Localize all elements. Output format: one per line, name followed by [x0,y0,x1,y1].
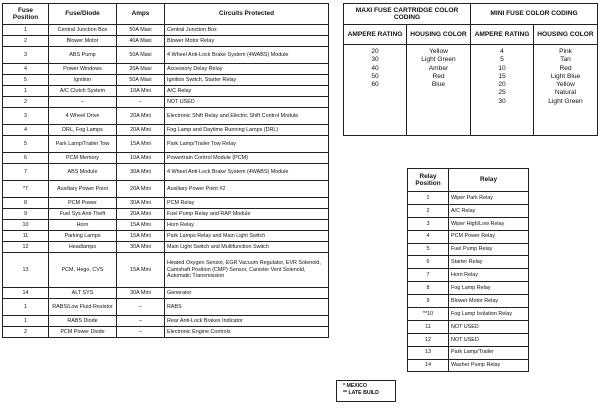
fuse-device-cell: Auxiliary Power Point [49,181,117,198]
header-circuits-protected: Circuits Protected [165,4,329,25]
fuse-circuits-cell: Heated Oxygen Sensor, EGR Vacuum Regulator, EVR Solenoid, Camshaft Position (CMP) Sensor, Canister Vent Solenoid, Automatic Transmission [165,253,329,288]
fuse-position-cell: 1 [3,316,49,327]
fuse-row [3,75,329,86]
fuse-row [3,25,329,36]
relay-position-cell: 5 [408,243,449,256]
fuse-device-cell: Park Lamp/Trailer Tow [49,136,117,153]
fuse-position-cell: 2 [3,327,49,338]
maxi-housing-colors: Yellow Light Green Amber Red Blue [407,45,471,136]
relay-table [407,168,529,372]
fuse-device-cell: PCM Power [49,198,117,209]
fuse-row [3,36,329,47]
relay-name-cell: Park Lamp/Trailer [449,346,529,359]
fuse-row [3,97,329,108]
fuse-circuits-cell: Electronic Shift Relay and Electric Shift Control Module [165,108,329,125]
fuse-amps-cell: 50A Maxi [117,47,165,64]
fuse-row [3,64,329,75]
fuse-circuits-cell: 4 Wheel Anti-Lock Brake System (4WABS) Module [165,47,329,64]
fuse-position-cell: 3 [3,47,49,64]
fuse-amps-cell: 10A Mini [117,153,165,164]
note-late-build: ** LATE BUILD [343,389,379,396]
fuse-row [3,327,329,338]
header-relay: Relay [449,169,529,192]
relay-position-cell: 2 [408,204,449,217]
relay-name-cell: NOT USED [449,320,529,333]
fuse-device-cell: – [49,97,117,108]
fuse-circuits-cell: Park Lamp/Trailer Tow Relay [165,136,329,153]
fuse-position-cell: 6 [3,153,49,164]
fuse-device-cell: ABS Module [49,164,117,181]
fuse-row [3,288,329,299]
fuse-amps-cell: – [117,97,165,108]
mini-fuse-title: MINI FUSE COLOR CODING [471,4,598,25]
note-mexico: * MEXICO [343,383,367,389]
fuse-circuits-cell: Generator [165,288,329,299]
relay-row [408,346,529,359]
fuse-position-cell: 13 [3,253,49,288]
relay-row [408,295,529,308]
relay-table-header [408,169,529,192]
fuse-circuits-cell: Central Junction Box [165,25,329,36]
maxi-ampere-header: AMPERE RATING [344,25,407,45]
fuse-position-cell: 5 [3,136,49,153]
fuse-device-cell: Central Junction Box [49,25,117,36]
relay-name-cell: Fog Lamp Isolation Relay [449,308,529,321]
fuse-amps-cell: 10A Mini [117,86,165,97]
fuse-circuits-cell: PCM Relay [165,198,329,209]
fuse-circuits-cell: Electronic Engine Controls [165,327,329,338]
relay-row [408,230,529,243]
relay-position-cell: 12 [408,333,449,346]
fuse-amps-cell: 30A Mini [117,198,165,209]
fuse-circuits-cell: A/C Relay [165,86,329,97]
fuse-device-cell: 4 Wheel Drive [49,108,117,125]
fuse-device-cell: Ignition [49,75,117,86]
fuse-amps-cell: 20A Maxi [117,64,165,75]
mini-ampere-header: AMPERE RATING [471,25,534,45]
footnotes-box [336,380,396,402]
fuse-amps-cell: 15A Mini [117,231,165,242]
fuse-amps-cell: – [117,299,165,316]
fuse-device-cell: A/C Clutch System [49,86,117,97]
fuse-position-cell: 2 [3,97,49,108]
maxi-housing-header: HOUSING COLOR [407,25,471,45]
fuse-position-cell: 4 [3,125,49,136]
fuse-row [3,86,329,97]
relay-row [408,359,529,372]
fuse-amps-cell: – [117,327,165,338]
color-coding-table [343,3,598,136]
fuse-row [3,47,329,64]
relay-position-cell: 6 [408,256,449,269]
relay-name-cell: Wiper Park Relay [449,192,529,205]
fuse-circuits-cell: Ignition Switch, Starter Relay [165,75,329,86]
fuse-amps-cell: 15A Mini [117,136,165,153]
relay-name-cell: NOT USED [449,333,529,346]
fuse-row [3,209,329,220]
fuse-amps-cell: 20A Mini [117,125,165,136]
relay-position-cell: 1 [408,192,449,205]
fuse-row [3,220,329,231]
fuse-device-cell: PCM, Hego, CVS [49,253,117,288]
relay-position-cell: 14 [408,359,449,372]
fuse-row [3,198,329,209]
fuse-row [3,153,329,164]
fuse-amps-cell: 30A Mini [117,242,165,253]
relay-position-cell: 7 [408,269,449,282]
fuse-circuits-cell: Fog Lamp and Daytime Running Lamps (DRL) [165,125,329,136]
fuse-circuits-cell: Main Light Switch and Multifunction Switch [165,242,329,253]
relay-name-cell: PCM Power Relay [449,230,529,243]
fuse-position-cell: 7 [3,164,49,181]
fuse-device-cell: PCM Memory [49,153,117,164]
relay-position-cell: 11 [408,320,449,333]
fuse-row [3,299,329,316]
relay-table-body [408,192,529,372]
relay-position-cell: **10 [408,308,449,321]
fuse-position-cell: 3 [3,108,49,125]
fuse-device-cell: Power Windows [49,64,117,75]
fuse-amps-cell: 15A Mini [117,253,165,288]
maxi-fuse-title: MAXI FUSE CARTRIDGE COLOR CODING [344,4,471,25]
fuse-device-cell: Parking Lamps [49,231,117,242]
fuse-circuits-cell: Rear Anti-Lock Brakes Indicator [165,316,329,327]
relay-name-cell: Wiper High/Low Relay [449,217,529,230]
relay-position-cell: 4 [408,230,449,243]
header-relay-position: Relay Position [408,169,449,192]
fuse-amps-cell: 50A Maxi [117,75,165,86]
relay-name-cell: Blower Motor Relay [449,295,529,308]
fuse-device-cell: Blower Motor [49,36,117,47]
fuse-circuits-cell: Blower Motor Relay [165,36,329,47]
fuse-position-cell: 9 [3,209,49,220]
fuse-row [3,231,329,242]
fuse-position-cell: 1 [3,86,49,97]
header-fuse-diode: Fuse/Diode [49,4,117,25]
fuse-amps-cell: 15A Mini [117,220,165,231]
relay-row [408,333,529,346]
header-fuse-position: Fuse Position [3,4,49,25]
fuse-device-cell: Horn [49,220,117,231]
fuse-device-cell: PCM Power Diode [49,327,117,338]
fuse-position-cell: 10 [3,220,49,231]
fuse-device-cell: Fuel Sys Anti-Theft [49,209,117,220]
relay-row [408,204,529,217]
relay-position-cell: 9 [408,295,449,308]
fuse-row [3,181,329,198]
relay-row [408,308,529,321]
fuse-device-cell: RABS/Low Fluid Resistor [49,299,117,316]
fuse-device-cell: DRL, Fog Lamps [49,125,117,136]
mini-housing-colors: Pink Tan Red Light Blue Yellow Natural Light Green [534,45,598,136]
fuse-circuits-cell: Fuel Pump Relay and RAP Module [165,209,329,220]
fuse-position-cell: 8 [3,198,49,209]
fuse-circuits-cell: Horn Relay [165,220,329,231]
fuse-amps-cell: 30A Mini [117,164,165,181]
fuse-position-cell: 4 [3,64,49,75]
fuse-device-cell: ALT SYS [49,288,117,299]
fuse-amps-cell: 20A Mini [117,108,165,125]
fuse-circuits-cell: RABS [165,299,329,316]
fuse-amps-cell: 40A Maxi [117,36,165,47]
fuse-row [3,242,329,253]
fuse-circuits-cell: Park Lamps Relay and Main Light Switch [165,231,329,242]
relay-name-cell: Starter Relay [449,256,529,269]
fuse-device-cell: Headlamps [49,242,117,253]
fuse-device-cell: RABS Diode [49,316,117,327]
fuse-amps-cell: 20A Mini [117,181,165,198]
fuse-circuits-cell: NOT USED [165,97,329,108]
fuse-circuits-cell: 4 Wheel Anti-Lock Brake System (4WABS) Module [165,164,329,181]
fuse-row [3,136,329,153]
relay-row [408,269,529,282]
relay-name-cell: Horn Relay [449,269,529,282]
relay-name-cell: Fuel Pump Relay [449,243,529,256]
fuse-table-header [3,4,329,25]
fuse-position-cell: 11 [3,231,49,242]
fuse-circuits-cell: Auxiliary Power Point #2 [165,181,329,198]
fuse-table-body [3,25,329,338]
fuse-row [3,125,329,136]
relay-row [408,282,529,295]
fuse-amps-cell: 50A Maxi [117,25,165,36]
fuse-position-cell: 5 [3,75,49,86]
mini-housing-header: HOUSING COLOR [534,25,598,45]
relay-row [408,320,529,333]
relay-row [408,243,529,256]
maxi-ampere-values: 20 30 40 50 60 [344,45,407,136]
fuse-row [3,253,329,288]
fuse-row [3,316,329,327]
fuse-amps-cell: 20A Mini [117,209,165,220]
relay-row [408,192,529,205]
fuse-position-cell: 14 [3,288,49,299]
fuse-amps-cell: 30A Mini [117,288,165,299]
fuse-row [3,164,329,181]
fuse-position-cell: 1 [3,25,49,36]
fuse-position-cell: 1 [3,299,49,316]
relay-name-cell: A/C Relay [449,204,529,217]
fuse-row [3,108,329,125]
relay-position-cell: 8 [408,282,449,295]
relay-position-cell: 13 [408,346,449,359]
relay-row [408,217,529,230]
header-amps: Amps [117,4,165,25]
relay-row [408,256,529,269]
relay-position-cell: 3 [408,217,449,230]
fuse-circuits-cell: Accessory Delay Relay [165,64,329,75]
fuse-amps-cell: – [117,316,165,327]
mini-ampere-values: 4 5 10 15 20 25 30 [471,45,534,136]
relay-name-cell: Fog Lamp Relay [449,282,529,295]
fuse-position-cell: 12 [3,242,49,253]
fuse-device-cell: ABS Pump [49,47,117,64]
fuse-circuits-cell: Powertrain Control Module (PCM) [165,153,329,164]
fuse-position-cell: *7 [3,181,49,198]
fuse-table [2,3,329,338]
fuse-position-cell: 2 [3,36,49,47]
relay-name-cell: Washer Pump Relay [449,359,529,372]
